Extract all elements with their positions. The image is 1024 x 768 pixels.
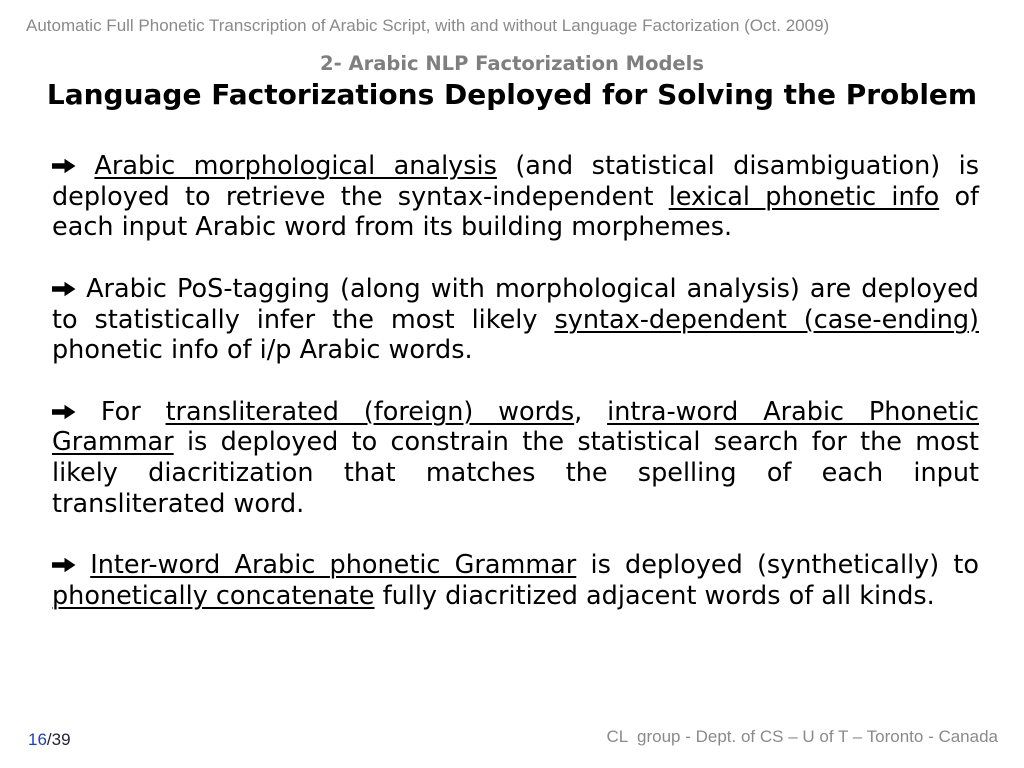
bullet-text: of each input Arabic word from its building morphemes.: [52, 181, 980, 243]
bullet-text: ,: [574, 396, 608, 427]
bullet-text: phonetic info of i/p Arabic words.: [52, 335, 473, 366]
bullet-item: [52, 397, 979, 520]
bullet-text: fully diacritized adjacent words of all kinds.: [374, 580, 935, 611]
bullet-text: (and statistical disambiguation) is deployed to retrieve the syntax-independent: [52, 151, 980, 212]
running-title: Automatic Full Phonetic Transcription of Arabic Script, with and without Language Factorization (Oct. 2009): [26, 16, 830, 35]
slide-title: Language Factorizations Deployed for Solving the Problem: [46, 78, 978, 111]
underlined-term: phonetically concatenate: [52, 580, 375, 611]
arrow-right-icon: [52, 158, 76, 174]
underlined-term: Inter-word Arabic phonetic Grammar: [90, 550, 577, 581]
arrow-right-icon: [52, 404, 76, 420]
underlined-term: intra-word Arabic Phonetic Grammar: [52, 396, 980, 458]
bullet-text: is deployed (synthetically) to: [576, 550, 980, 581]
underlined-term: Arabic morphological analysis: [94, 151, 497, 181]
footer-affiliation: CL group - Dept. of CS – U of T – Toronto - Canada: [606, 727, 998, 746]
bullet-text: Arabic PoS-tagging (along with morphological analysis) are deployed to statistically infer the most likely: [52, 273, 979, 335]
current-page-number: 16: [28, 730, 47, 749]
page-separator: /: [46, 730, 52, 749]
arrow-right-icon: [52, 557, 76, 573]
bullet-item: [52, 151, 979, 243]
arrow-right-icon: [52, 281, 76, 297]
underlined-term: syntax-dependent (case-ending): [554, 304, 979, 335]
bullet-item: [52, 550, 979, 611]
section-subtitle: 2- Arabic NLP Factorization Models: [320, 52, 704, 75]
bullet-list: [52, 151, 979, 642]
bullet-item: [52, 274, 979, 366]
underlined-term: lexical phonetic info: [668, 181, 940, 212]
bullet-text: is deployed to constrain the statistical search for the most likely diacritization that matches the spelling of each input transliterated word.: [52, 427, 979, 519]
bullet-text: For: [100, 396, 166, 427]
underlined-term: transliterated (foreign) words: [165, 396, 575, 427]
page-counter: [28, 730, 71, 750]
total-pages: 39: [51, 730, 71, 749]
